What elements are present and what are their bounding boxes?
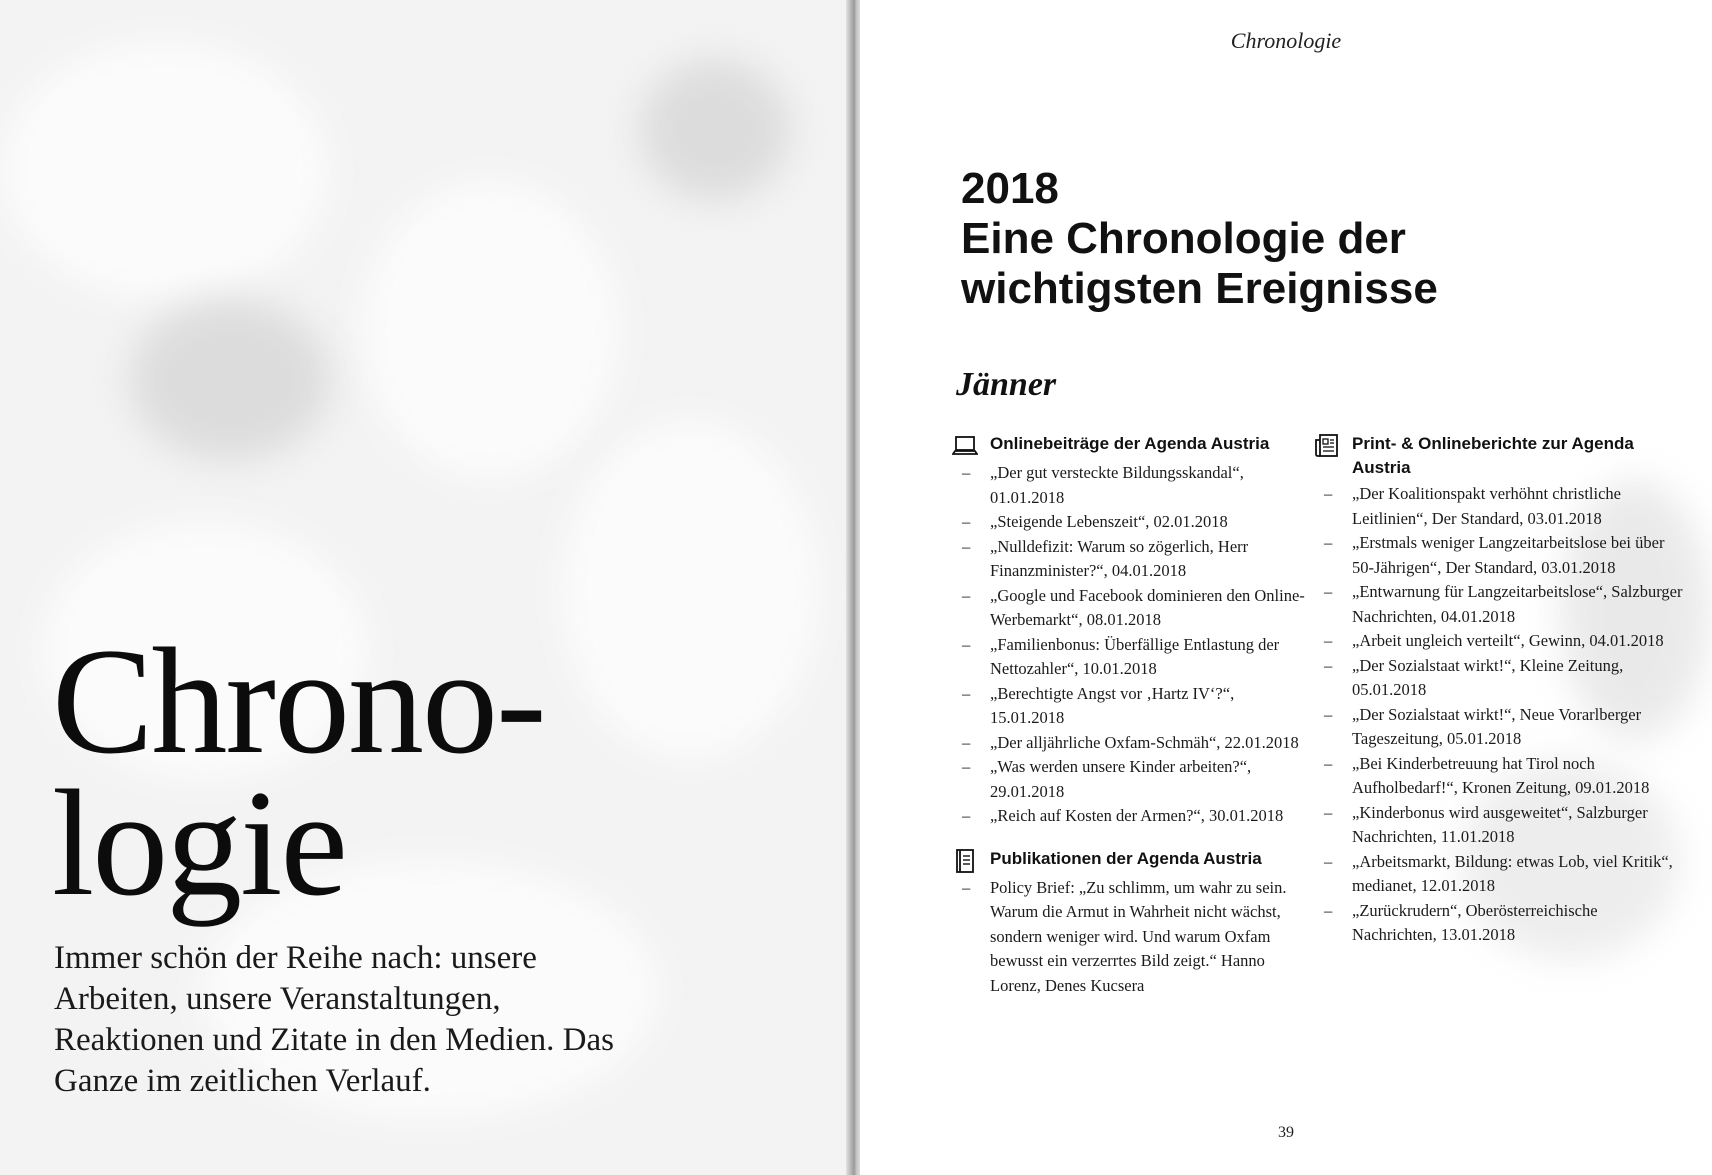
laptop-icon [952, 433, 978, 459]
list-item: – „Der Sozialstaat wirkt!“, Kleine Zeitung, 05.01.2018 [1352, 654, 1686, 703]
list-item: – „Bei Kinderbetreuung hat Tirol noch Aufholbedarf!“, Kronen Zeitung, 09.01.2018 [1352, 752, 1686, 801]
month-heading: Jänner [956, 366, 1057, 403]
list-item: – „Reich auf Kosten der Armen?“, 30.01.2018 [990, 804, 1307, 829]
publications-section [952, 847, 1307, 999]
press-section-title: Print- & Onlineberichte zur Agenda Austria [1352, 434, 1634, 477]
press-section [1314, 432, 1686, 948]
background-texture [0, 40, 330, 300]
running-head: Chronologie [1230, 28, 1342, 53]
list-item: – „Der Sozialstaat wirkt!“, Neue Vorarlberger Tageszeitung, 05.01.2018 [1352, 703, 1686, 752]
list-item: – „Der Koalitionspakt verhöhnt christliche Leitlinien“, Der Standard, 03.01.2018 [1352, 482, 1686, 531]
list-item: – „Familienbonus: Überfällige Entlastung der Nettozahler“, 10.01.2018 [990, 633, 1307, 682]
chapter-intro: Immer schön der Reihe nach: unsere Arbeiten, unsere Veranstaltungen, Reaktionen und Zitate in den Medien. Das Ganze im zeitlichen Verlauf. [54, 940, 614, 1099]
list-item: – „Google und Facebook dominieren den Online-Werbemarkt“, 08.01.2018 [990, 584, 1307, 633]
list-item: – „Der gut versteckte Bildungsskandal“, 01.01.2018 [990, 461, 1307, 510]
list-item: – „Entwarnung für Langzeitarbeitslose“, Salzburger Nachrichten, 04.01.2018 [1352, 580, 1686, 629]
online-entry-list [952, 461, 1307, 829]
left-column [952, 432, 1307, 998]
publications-section-title: Publikationen der Agenda Austria [990, 848, 1262, 868]
book-icon [952, 848, 978, 874]
page-heading [961, 164, 1438, 314]
page-heading-line: Eine Chronologie der [961, 214, 1406, 263]
page-heading-line: 2018 [961, 164, 1059, 213]
list-item: – „Zurückrudern“, Oberösterreichische Nachrichten, 13.01.2018 [1352, 899, 1686, 948]
background-texture [640, 60, 790, 200]
chapter-title [52, 617, 812, 927]
newspaper-icon [1314, 433, 1340, 459]
chapter-title-line: logie [52, 759, 346, 927]
press-entry-list [1314, 482, 1686, 948]
online-section [952, 432, 1307, 829]
left-page [0, 0, 852, 1175]
page-heading-line: wichtigsten Ereignisse [961, 264, 1438, 313]
list-item: – „Arbeitsmarkt, Bildung: etwas Lob, viel Kritik“, medianet, 12.01.2018 [1352, 850, 1686, 899]
right-column [1314, 432, 1686, 948]
list-item: – „Was werden unsere Kinder arbeiten?“, 29.01.2018 [990, 755, 1307, 804]
publications-section-header [952, 847, 1307, 874]
list-item: – Policy Brief: „Zu schlimm, um wahr zu sein. Warum die Armut in Wahrheit nicht wächst, sondern weniger wird. Und warum Oxfam bewusst ein verzerrtes Bild zeigt.“ Hanno Lorenz, Denes Kucsera [990, 876, 1307, 999]
right-page [860, 0, 1712, 1175]
background-texture [360, 180, 620, 480]
list-item: – „Steigende Lebenszeit“, 02.01.2018 [990, 510, 1307, 535]
publications-entry-list [952, 876, 1307, 999]
list-item: – „Kinderbonus wird ausgeweitet“, Salzburger Nachrichten, 11.01.2018 [1352, 801, 1686, 850]
list-item: – „Arbeit ungleich verteilt“, Gewinn, 04.01.2018 [1352, 629, 1686, 654]
list-item: – „Der alljährliche Oxfam-Schmäh“, 22.01.2018 [990, 731, 1307, 756]
list-item: – „Erstmals weniger Langzeitarbeitslose bei über 50-Jährigen“, Der Standard, 03.01.2018 [1352, 531, 1686, 580]
page-number: 39 [1278, 1124, 1294, 1141]
background-texture [130, 300, 330, 460]
online-section-header [952, 432, 1307, 459]
list-item: – „Berechtigte Angst vor ‚Hartz IV‘?“, 15.01.2018 [990, 682, 1307, 731]
chapter-title-line: Chrono- [52, 617, 545, 785]
press-section-header [1314, 432, 1686, 480]
list-item: – „Nulldefizit: Warum so zögerlich, Herr Finanzminister?“, 04.01.2018 [990, 535, 1307, 584]
online-section-title: Onlinebeiträge der Agenda Austria [990, 434, 1270, 453]
